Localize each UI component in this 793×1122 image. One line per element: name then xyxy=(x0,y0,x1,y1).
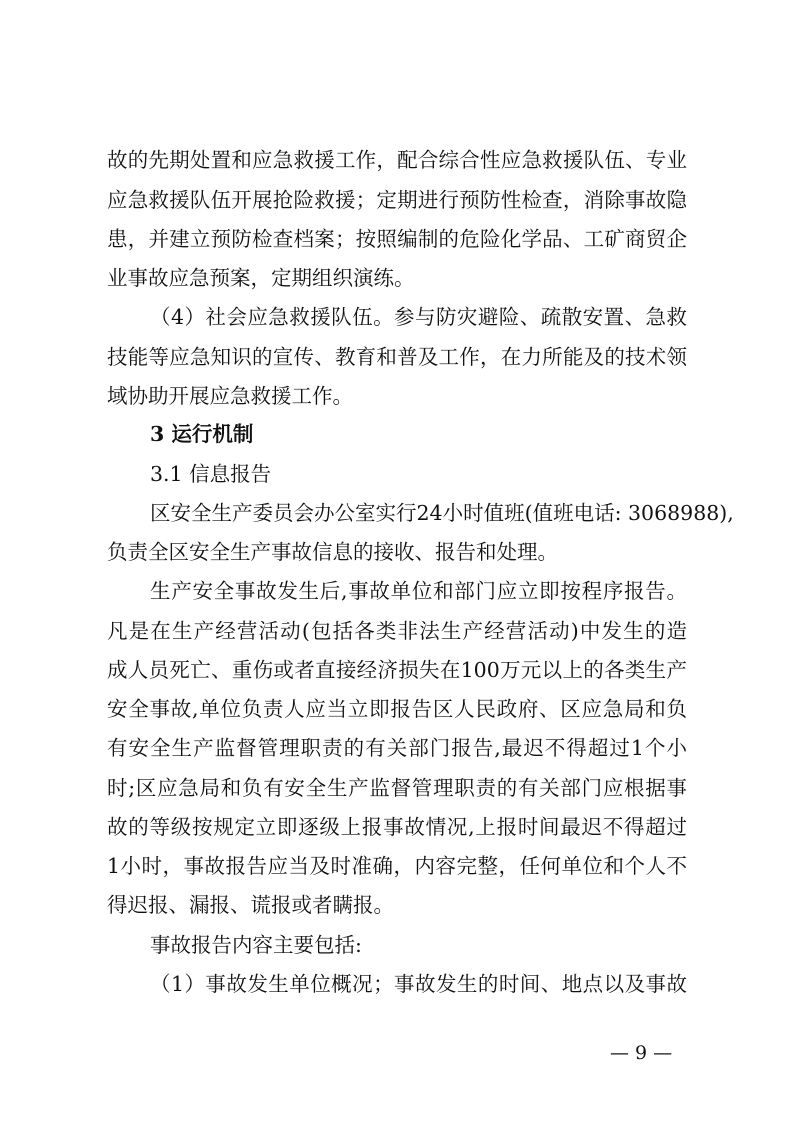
body-text-line: 1小时，事故报告应当及时准确，内容完整，任何单位和个人不 xyxy=(107,854,687,878)
body-text-line: 业事故应急预案，定期组织演练。 xyxy=(107,266,415,290)
body-text-line: 区安全生产委员会办公室实行24小时值班(值班电话: 3068988), xyxy=(150,501,734,525)
body-text-line: 凡是在生产经营活动(包括各类非法生产经营活动)中发生的造 xyxy=(107,619,687,643)
body-text-line: 生产安全事故发生后,事故单位和部门应立即按程序报告。 xyxy=(150,579,687,603)
body-text-line: 有安全生产监督管理职责的有关部门报告,最迟不得超过1个小 xyxy=(107,736,687,760)
body-text-line: 故的先期处置和应急救援工作，配合综合性应急救援队伍、专业 xyxy=(107,148,687,172)
body-text-line: 负责全区安全生产事故信息的接收、报告和处理。 xyxy=(107,540,558,564)
body-text-line: 安全事故,单位负责人应当立即报告区人民政府、区应急局和负 xyxy=(107,697,687,721)
section-heading: 3 运行机制 xyxy=(150,422,254,446)
list-item-text-line: （1）事故发生单位概况；事故发生的时间、地点以及事故 xyxy=(150,972,687,996)
list-item-text-line: （4）社会应急救援队伍。参与防灾避险、疏散安置、急救 xyxy=(150,305,687,329)
page-number: — 9 — xyxy=(610,1042,673,1064)
body-text-line: 得迟报、漏报、谎报或者瞒报。 xyxy=(107,893,394,917)
body-text-line: 技能等应急知识的宣传、教育和普及工作，在力所能及的技术领 xyxy=(107,345,687,369)
body-text-line: 域协助开展应急救援工作。 xyxy=(107,384,353,408)
body-text-line: 故的等级按规定立即逐级上报事故情况,上报时间最迟不得超过 xyxy=(107,815,687,839)
subsection-heading: 3.1 信息报告 xyxy=(150,462,272,486)
body-text-line: 事故报告内容主要包括: xyxy=(150,933,362,957)
body-text-line: 应急救援队伍开展抢险救援；定期进行预防性检查，消除事故隐 xyxy=(107,188,687,212)
body-text-line: 时;区应急局和负有安全生产监督管理职责的有关部门应根据事 xyxy=(107,776,687,800)
body-text-line: 患，并建立预防检查档案；按照编制的危险化学品、工矿商贸企 xyxy=(107,227,687,251)
body-text-line: 成人员死亡、重伤或者直接经济损失在100万元以上的各类生产 xyxy=(107,658,687,682)
